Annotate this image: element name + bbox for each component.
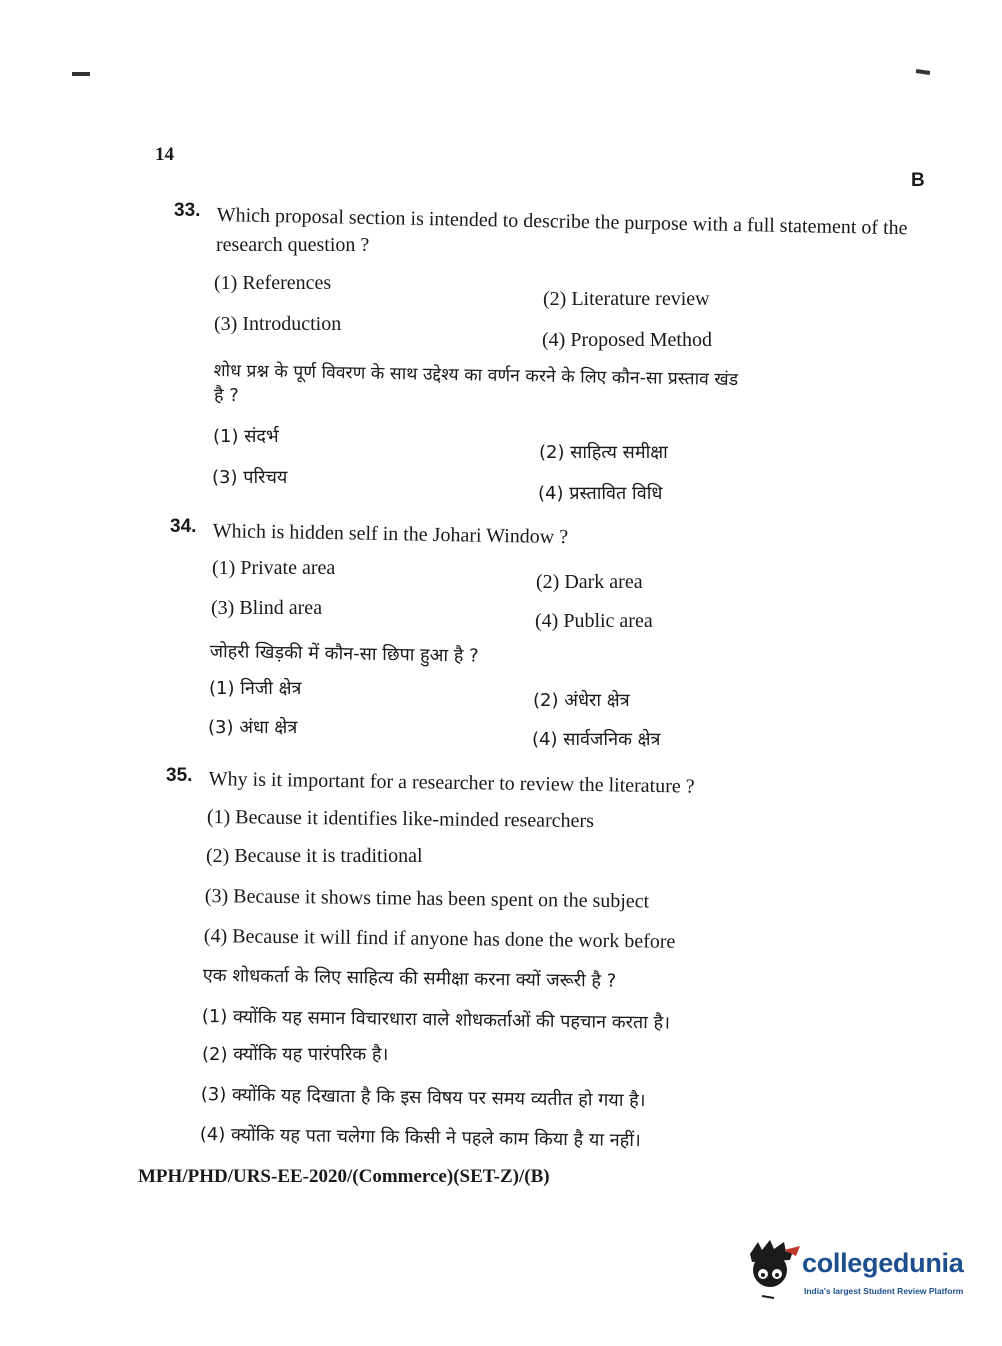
question-number: 33. <box>174 200 201 221</box>
option-en-4: (4) Because it will find if anyone has done the work before <box>203 925 676 953</box>
page-number: 14 <box>155 144 174 165</box>
mascot-icon <box>744 1240 800 1302</box>
option-hi-3: (3) क्योंकि यह दिखाता है कि इस विषय पर समय व्यतीत हो गया है। <box>200 1083 646 1112</box>
brand-tagline: India's largest Student Review Platform <box>804 1286 964 1296</box>
question-text-hi-line1: जोहरी खिड़की में कौन-सा छिपा हुआ है ? <box>209 640 479 667</box>
option-hi-2: (2) क्योंकि यह पारंपरिक है। <box>202 1044 389 1065</box>
option-hi-1: (1) क्योंकि यह समान विचारधारा वाले शोधकर्ताओं की पहचान करता है। <box>201 1005 671 1034</box>
option-hi-4: (4) सार्वजनिक क्षेत्र <box>532 729 661 750</box>
option-hi-3: (3) अंधा क्षेत्र <box>208 717 298 738</box>
collegedunia-logo <box>744 1240 974 1310</box>
option-en-3: (3) Because it shows time has been spent on the subject <box>204 885 650 913</box>
option-en-1: (1) Private area <box>212 557 336 579</box>
option-en-1: (1) Because it identifies like-minded researchers <box>206 806 595 833</box>
paper-code-footer: MPH/PHD/URS-EE-2020/(Commerce)(SET-Z)/(B) <box>138 1166 550 1187</box>
option-hi-2: (2) साहित्य समीक्षा <box>539 442 668 463</box>
option-hi-2: (2) अंधेरा क्षेत्र <box>533 690 630 711</box>
question-text-hi-line2: है ? <box>214 385 239 406</box>
corner-mark-left <box>72 72 90 76</box>
option-en-1: (1) References <box>214 272 332 294</box>
set-label: B <box>911 170 925 191</box>
question-text-en-line2: research question ? <box>216 234 370 256</box>
corner-mark-right <box>916 69 930 75</box>
option-hi-1: (1) निजी क्षेत्र <box>209 678 302 699</box>
option-en-2: (2) Dark area <box>536 571 643 593</box>
question-text-hi-line1: एक शोधकर्ता के लिए साहित्य की समीक्षा करना क्यों जरूरी है ? <box>202 964 617 992</box>
option-en-4: (4) Proposed Method <box>542 329 712 351</box>
option-en-2: (2) Because it is traditional <box>206 845 423 867</box>
option-en-3: (3) Introduction <box>214 313 342 335</box>
option-en-4: (4) Public area <box>535 610 653 632</box>
option-en-2: (2) Literature review <box>543 288 710 310</box>
option-en-3: (3) Blind area <box>211 597 323 619</box>
question-number: 35. <box>166 765 193 786</box>
question-text-hi-line1: शोध प्रश्न के पूर्ण विवरण के साथ उद्देश्य का वर्णन करने के लिए कौन-सा प्रस्ताव खंड <box>213 360 739 391</box>
option-hi-3: (3) परिचय <box>212 467 288 488</box>
brand-name: collegedunia <box>802 1248 964 1278</box>
option-hi-4: (4) क्योंकि यह पता चलेगा कि किसी ने पहले काम किया है या नहीं। <box>199 1123 641 1152</box>
question-text-en-line1: Why is it important for a researcher to review the literature ? <box>208 767 695 798</box>
question-number: 34. <box>170 516 197 537</box>
question-text-en-line1: Which is hidden self in the Johari Window ? <box>212 519 569 549</box>
option-hi-4: (4) प्रस्तावित विधि <box>538 483 663 504</box>
option-hi-1: (1) संदर्भ <box>213 426 279 447</box>
question-text-en-line1: Which proposal section is intended to describe the purpose with a full statement of the <box>216 203 908 240</box>
